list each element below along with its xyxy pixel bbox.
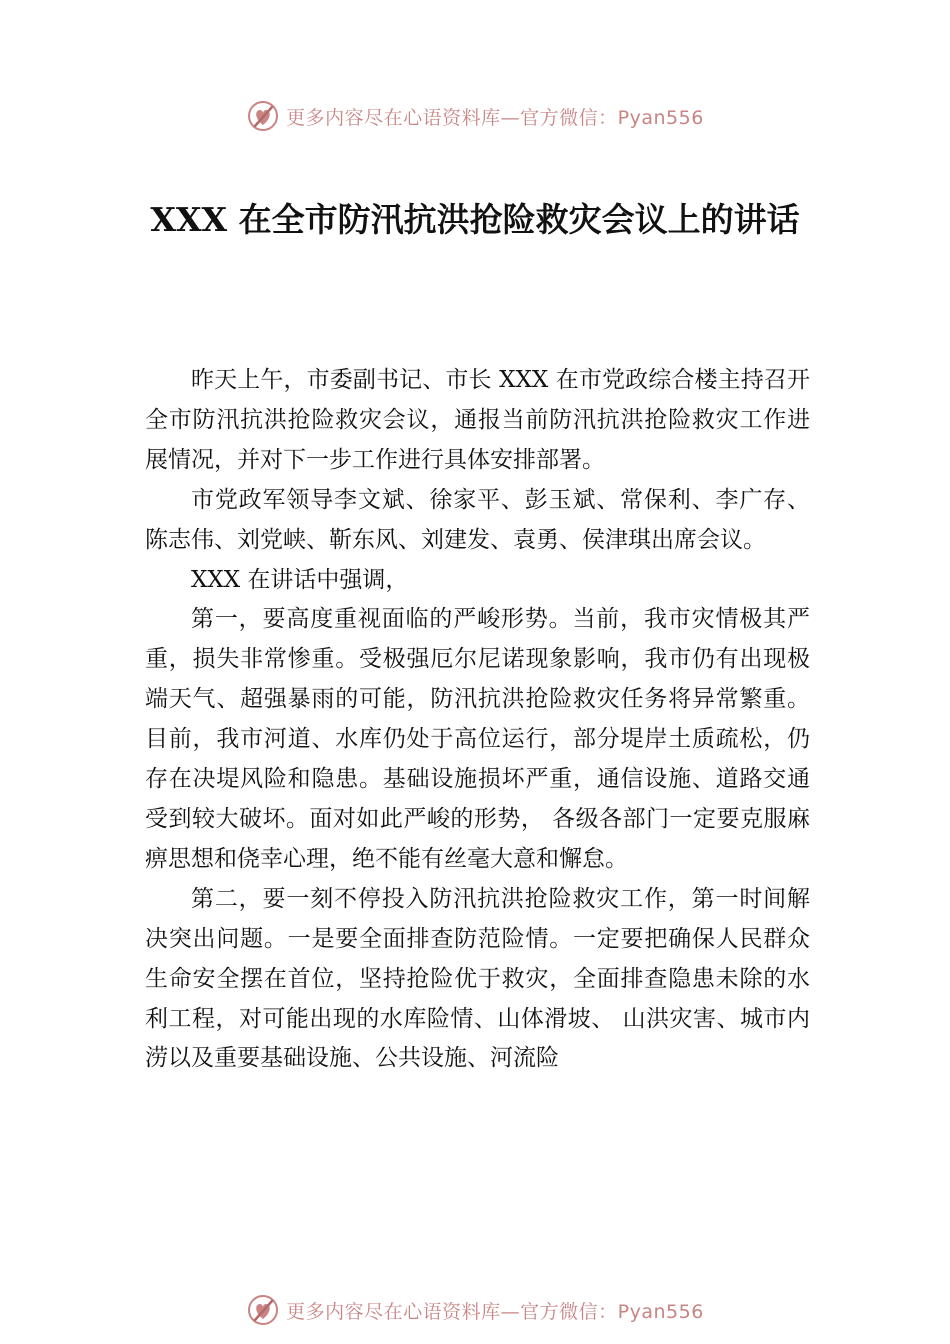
watermark-text <box>286 103 704 130</box>
heart-pen-icon <box>246 1293 280 1327</box>
watermark-slogan: 更多内容尽在心语资料库—官方微信： <box>286 1300 618 1323</box>
paragraph-5: 第二，要一刻不停投入防汛抗洪抢险救灾工作，第一时间解决突出问题。一是要全面排查防范险情。一定要把确保人民群众生命安全摆在首位，坚持抢险优于救灾，全面排查隐患未除的水利工程，对可能出现的水库险情、山体滑坡、 山洪灾害、城市内涝以及重要基础设施、公共设施、河流险 <box>145 885 810 1072</box>
document-title: XXX 在全市防汛抗洪抢险救灾会议上的讲话 <box>150 200 800 239</box>
watermark-header <box>0 96 950 136</box>
watermark-slogan: 更多内容尽在心语资料库—官方微信： <box>286 106 618 129</box>
paragraph-4: 第一，要高度重视面临的严峻形势。当前，我市灾情极其严重，损失非常惨重。受极强厄尔尼诺现象影响，我市仍有出现极端天气、超强暴雨的可能，防汛抗洪抢险救灾任务将异常繁重。目前，我市河道、水库仍处于高位运行，部分堤岸土质疏松，仍存在决堤风险和隐患。基础设施损坏严重，通信设施、道路交通受到较大破坏。面对如此严峻的形势， 各级各部门一定要克服麻痹思想和侥幸心理，绝不能有丝毫大意和懈怠。 <box>145 606 810 872</box>
document-body <box>145 361 810 1079</box>
watermark-wechat-id: Pyan556 <box>617 1300 704 1323</box>
paragraph-3: XXX 在讲话中强调， <box>191 566 409 593</box>
watermark-footer <box>0 1290 950 1330</box>
watermark-wechat-id: Pyan556 <box>617 106 704 129</box>
heart-pen-icon <box>246 99 280 133</box>
watermark-text <box>286 1297 704 1324</box>
paragraph-1: 昨天上午，市委副书记、市长 XXX 在市党政综合楼主持召开全市防汛抗洪抢险救灾会议，通报当前防汛抗洪抢险救灾工作进展情况，并对下一步工作进行具体安排部署。 <box>145 367 810 473</box>
paragraph-2: 市党政军领导李文斌、徐家平、彭玉斌、常保利、李广存、陈志伟、刘党峡、靳东风、刘建发、袁勇、侯津琪出席会议。 <box>145 486 810 553</box>
